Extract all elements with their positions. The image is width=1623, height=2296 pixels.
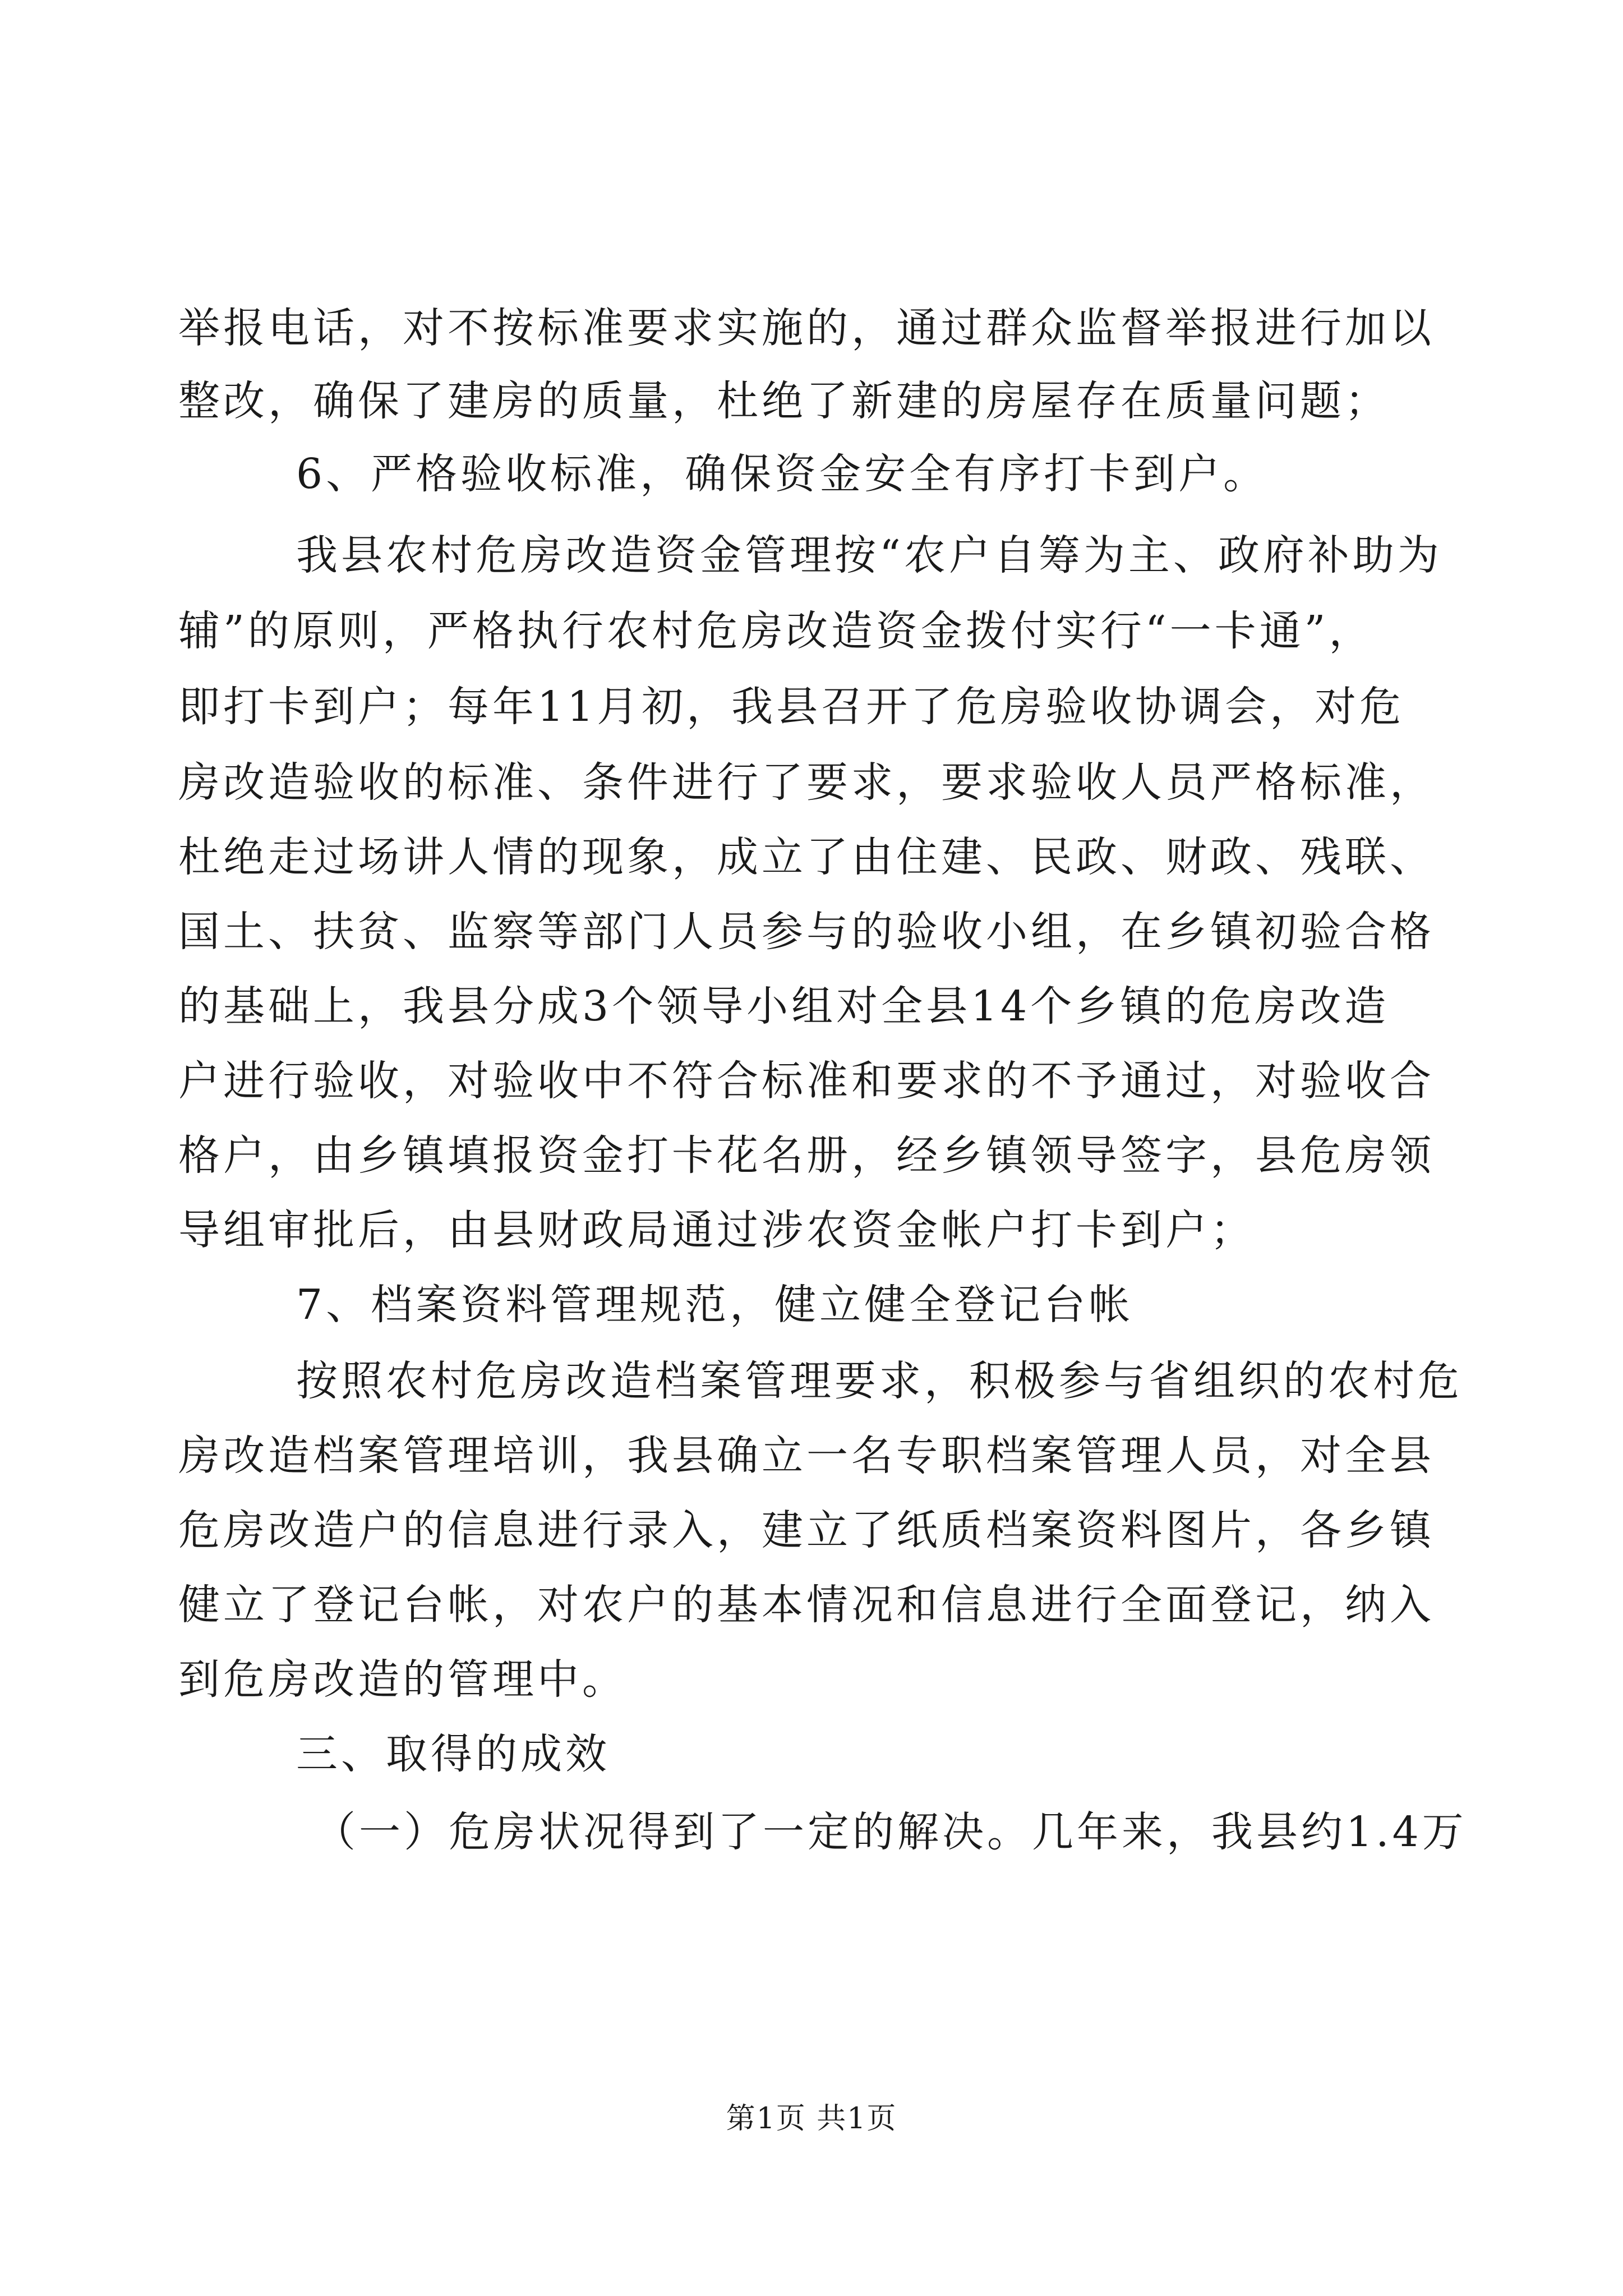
text-line: 的基础上，我县分成3个领导小组对全县14个乡镇的危房改造: [178, 982, 1390, 1030]
text-line: 按照农村危房改造档案管理要求，积极参与省组织的农村危: [296, 1357, 1463, 1405]
text-line: 6、严格验收标准，确保资金安全有序打卡到户。: [296, 450, 1269, 498]
text-line: 导组审批后，由县财政局通过涉农资金帐户打卡到户；: [178, 1206, 1255, 1254]
text-line: 三、取得的成效: [296, 1730, 610, 1778]
text-line: 危房改造户的信息进行录入，建立了纸质档案资料图片，各乡镇: [178, 1506, 1435, 1554]
text-line: 我县农村危房改造资金管理按“农户自筹为主、政府补助为: [296, 531, 1442, 579]
text-line: （一）危房状况得到了一定的解决。几年来，我县约1.4万: [314, 1808, 1467, 1856]
text-line: 到危房改造的管理中。: [178, 1655, 627, 1704]
text-line: 房改造验收的标准、条件进行了要求，要求验收人员严格标准，: [178, 758, 1435, 807]
text-line: 健立了登记台帐，对农户的基本情况和信息进行全面登记，纳入: [178, 1581, 1435, 1629]
text-line: 整改，确保了建房的质量，杜绝了新建的房屋存在质量问题；: [178, 377, 1390, 425]
text-line: 辅”的原则，严格执行农村危房改造资金拨付实行“一卡通”，: [178, 607, 1374, 655]
text-line: 即打卡到户；每年11月初，我县召开了危房验收协调会，对危: [178, 683, 1405, 731]
page-footer: 第1页 共1页: [726, 2102, 897, 2136]
text-line: 举报电话，对不按标准要求实施的，通过群众监督举报进行加以: [178, 304, 1435, 352]
text-line: 杜绝走过场讲人情的现象，成立了由住建、民政、财政、残联、: [178, 833, 1435, 881]
text-line: 房改造档案管理培训，我县确立一名专职档案管理人员，对全县: [178, 1432, 1435, 1480]
text-line: 7、档案资料管理规范，健立健全登记台帐: [296, 1281, 1134, 1329]
text-line: 格户，由乡镇填报资金打卡花名册，经乡镇领导签字，县危房领: [178, 1131, 1435, 1180]
text-line: 国土、扶贫、监察等部门人员参与的验收小组，在乡镇初验合格: [178, 908, 1435, 956]
text-line: 户进行验收，对验收中不符合标准和要求的不予通过，对验收合: [178, 1057, 1435, 1105]
